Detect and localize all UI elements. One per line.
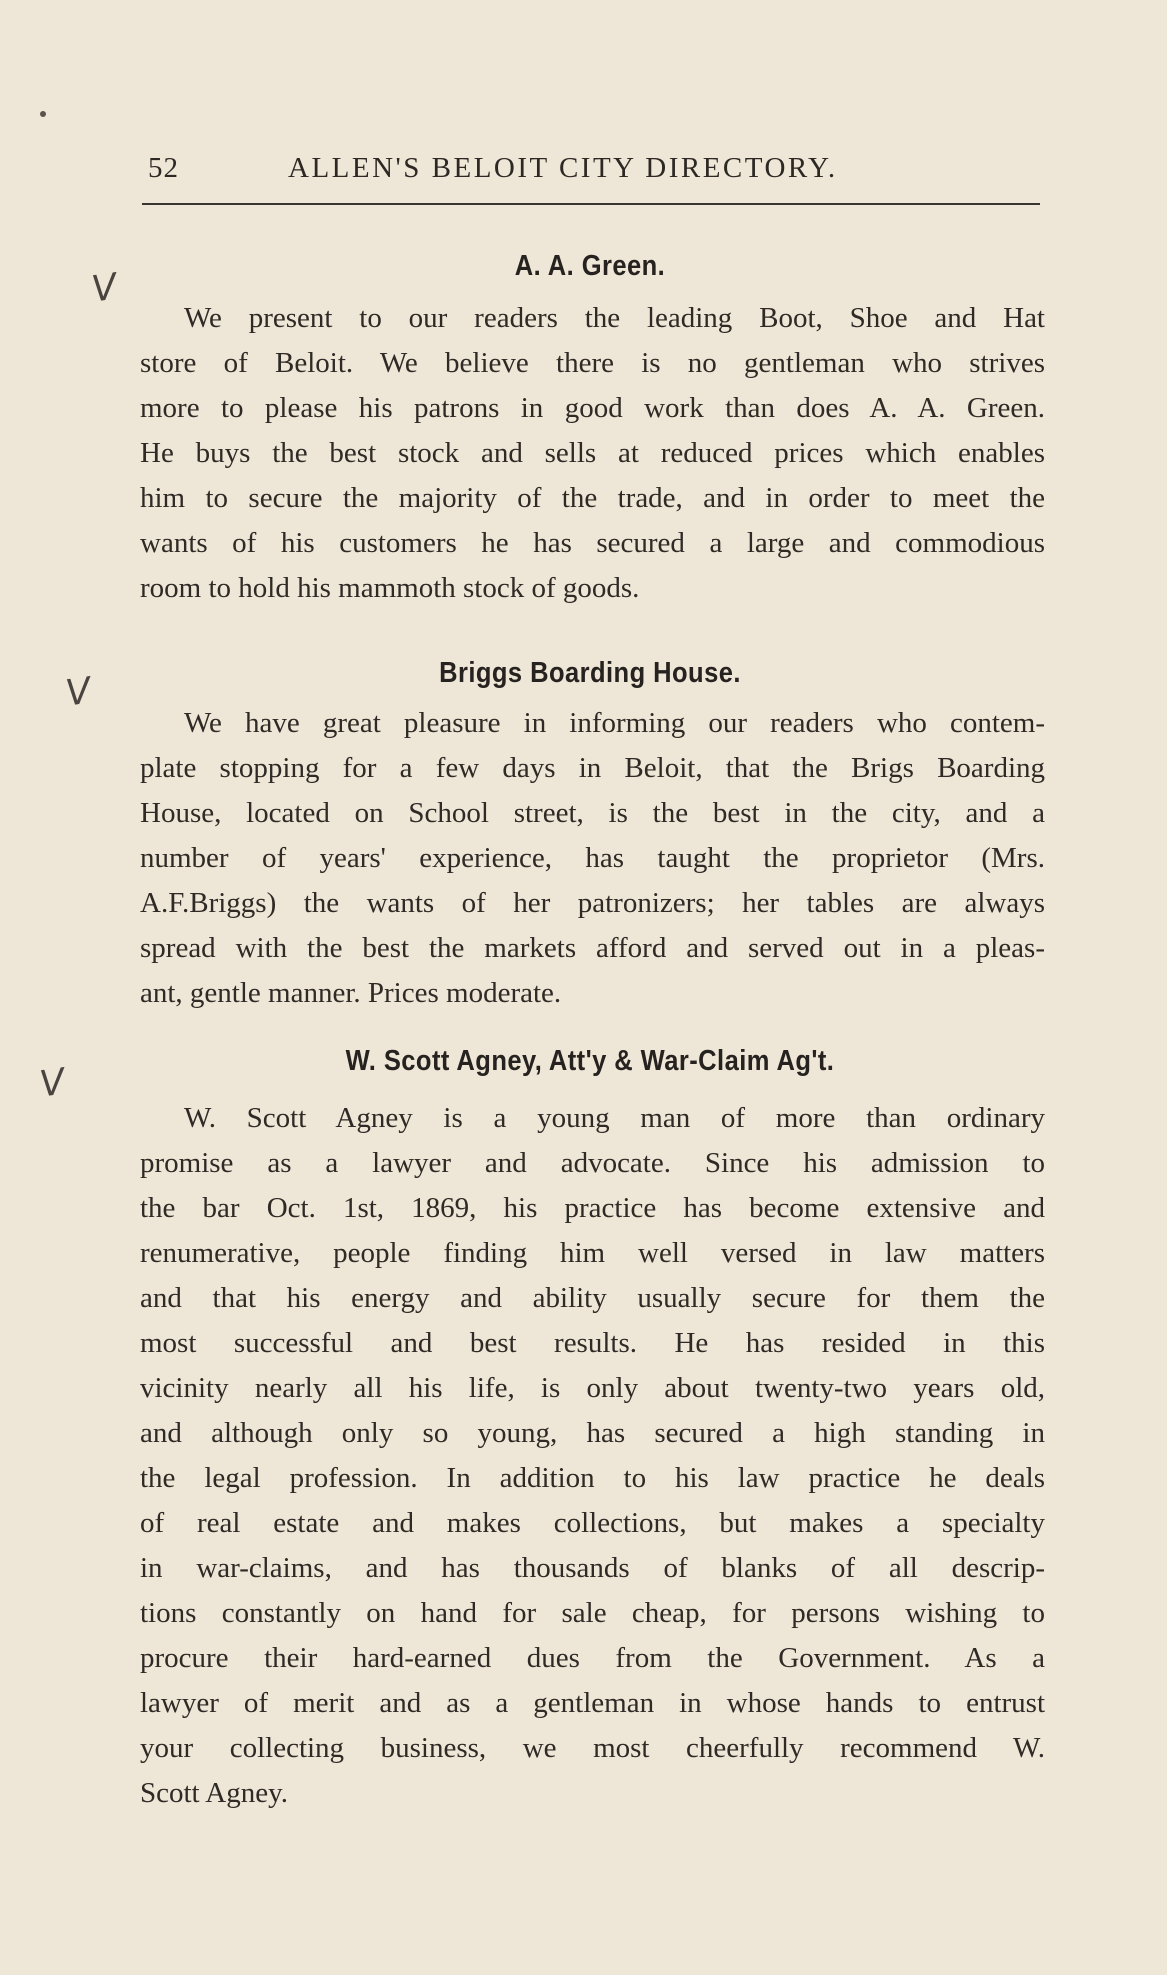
text-line: Scott Agney. — [140, 1777, 288, 1809]
margin-check-mark: V — [63, 670, 94, 715]
header-rule — [142, 203, 1040, 205]
text-line: W. Scott Agney is a young man of more than ordinary — [184, 1102, 1045, 1134]
section-body-briggs — [140, 701, 1045, 1016]
text-line: and although only so young, has secured a high standing in — [140, 1417, 1045, 1449]
text-line: renumerative, people finding him well versed in law matters — [140, 1237, 1045, 1269]
section-title-green: A. A. Green. — [514, 250, 666, 282]
text-line: of real estate and makes collections, but makes a specialty — [140, 1507, 1045, 1539]
text-line: lawyer of merit and as a gentleman in whose hands to entrust — [140, 1687, 1045, 1719]
page-header — [148, 152, 1040, 192]
text-line: spread with the best the markets afford and served out in a pleas- — [140, 932, 1045, 964]
text-line: A.F.Briggs) the wants of her patronizers; her tables are always — [140, 887, 1045, 919]
text-line: him to secure the majority of the trade, and in order to meet the — [140, 482, 1045, 514]
text-line: the legal profession. In addition to his law practice he deals — [140, 1462, 1045, 1494]
text-line: We have great pleasure in informing our readers who contem- — [184, 707, 1045, 739]
text-line: promise as a lawyer and advocate. Since his admission to — [140, 1147, 1045, 1179]
page-number: 52 — [148, 152, 179, 184]
text-line: number of years' experience, has taught the proprietor (Mrs. — [140, 842, 1045, 874]
text-line: your collecting business, we most cheerfully recommend W. — [140, 1732, 1045, 1764]
text-line: the bar Oct. 1st, 1869, his practice has become extensive and — [140, 1192, 1045, 1224]
running-title: ALLEN'S BELOIT CITY DIRECTORY. — [288, 152, 838, 184]
section-body-green — [140, 296, 1045, 611]
section-body-agney — [140, 1096, 1045, 1816]
text-line: We present to our readers the leading Boot, Shoe and Hat — [184, 302, 1045, 334]
text-line: tions constantly on hand for sale cheap, for persons wishing to — [140, 1597, 1045, 1629]
text-line: ant, gentle manner. Prices moderate. — [140, 977, 562, 1009]
margin-check-mark: V — [89, 266, 120, 311]
text-line: procure their hard-earned dues from the Government. As a — [140, 1642, 1045, 1674]
text-line: plate stopping for a few days in Beloit, that the Brigs Boarding — [140, 752, 1045, 784]
text-line: in war-claims, and has thousands of blanks of all descrip- — [140, 1552, 1045, 1584]
text-line: more to please his patrons in good work than does A. A. Green. — [140, 392, 1045, 424]
text-line: wants of his customers he has secured a large and commodious — [140, 527, 1045, 559]
text-line: and that his energy and ability usually secure for them the — [140, 1282, 1045, 1314]
text-line: He buys the best stock and sells at reduced prices which enables — [140, 437, 1045, 469]
section-title-agney: W. Scott Agney, Att'y & War-Claim Ag't. — [345, 1045, 835, 1077]
margin-check-mark: V — [37, 1061, 68, 1106]
text-line: vicinity nearly all his life, is only about twenty-two years old, — [140, 1372, 1045, 1404]
text-line: most successful and best results. He has resided in this — [140, 1327, 1045, 1359]
ink-speck — [40, 111, 46, 117]
text-line: House, located on School street, is the best in the city, and a — [140, 797, 1045, 829]
text-line: store of Beloit. We believe there is no gentleman who strives — [140, 347, 1045, 379]
section-title-briggs: Briggs Boarding House. — [439, 657, 741, 689]
text-line: room to hold his mammoth stock of goods. — [140, 572, 640, 604]
